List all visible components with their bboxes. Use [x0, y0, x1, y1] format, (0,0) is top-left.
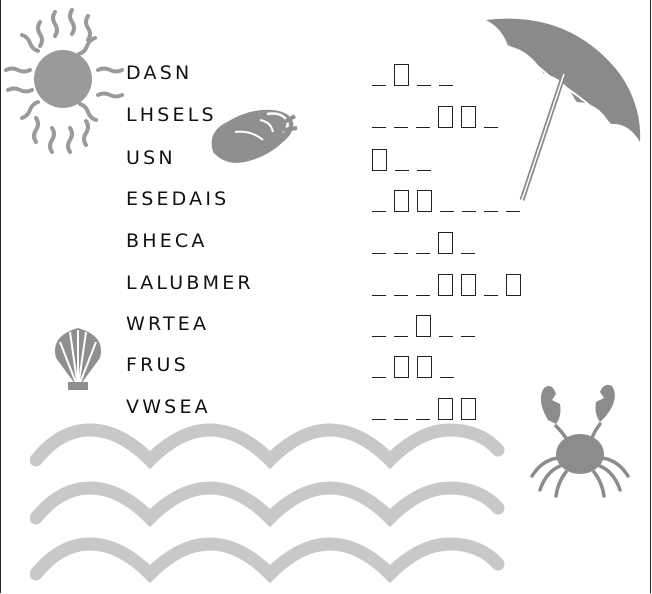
answer-slots[interactable]: [372, 311, 483, 337]
answer-slots[interactable]: [372, 394, 484, 420]
scrambled-word: WRTEA: [126, 313, 210, 335]
letter-blank[interactable]: [394, 236, 408, 254]
scrambled-word: USN: [126, 147, 176, 169]
highlighted-letter-box[interactable]: [416, 315, 431, 337]
letter-blank[interactable]: [394, 319, 408, 337]
highlighted-letter-box[interactable]: [417, 190, 432, 212]
letter-blank[interactable]: [372, 402, 386, 420]
letter-blank[interactable]: [484, 194, 498, 212]
letter-blank[interactable]: [416, 402, 430, 420]
scrambled-word: ESEDAIS: [126, 188, 230, 210]
letter-blank[interactable]: [416, 278, 430, 296]
scrambled-word: LHSELS: [126, 104, 217, 126]
scrambled-word: VWSEA: [126, 396, 211, 418]
letter-blank[interactable]: [440, 194, 454, 212]
letter-blank[interactable]: [417, 68, 431, 86]
crab-icon: [522, 380, 637, 500]
highlighted-letter-box[interactable]: [461, 274, 476, 296]
highlighted-letter-box[interactable]: [438, 232, 453, 254]
answer-slots[interactable]: [372, 186, 528, 212]
scrambled-word: BHECA: [126, 230, 208, 252]
scallop-shell-icon: [48, 322, 108, 392]
letter-blank[interactable]: [439, 68, 453, 86]
letter-blank[interactable]: [417, 153, 431, 171]
answer-slots[interactable]: [372, 145, 439, 171]
scrambled-word: LALUBMER: [126, 272, 254, 294]
highlighted-letter-box[interactable]: [394, 190, 409, 212]
letter-blank[interactable]: [372, 194, 386, 212]
answer-slots[interactable]: [372, 102, 506, 128]
highlighted-letter-box[interactable]: [394, 356, 409, 378]
letter-blank[interactable]: [440, 360, 454, 378]
scrambled-word: DASN: [126, 62, 193, 84]
letter-blank[interactable]: [394, 402, 408, 420]
seashell-icon: [205, 102, 300, 170]
highlighted-letter-box[interactable]: [461, 106, 476, 128]
letter-blank[interactable]: [394, 110, 408, 128]
letter-blank[interactable]: [372, 319, 386, 337]
letter-blank[interactable]: [372, 360, 386, 378]
highlighted-letter-box[interactable]: [438, 106, 453, 128]
highlighted-letter-box[interactable]: [461, 398, 476, 420]
answer-slots[interactable]: [372, 270, 529, 296]
highlighted-letter-box[interactable]: [506, 274, 521, 296]
highlighted-letter-box[interactable]: [438, 398, 453, 420]
highlighted-letter-box[interactable]: [372, 149, 387, 171]
letter-blank[interactable]: [372, 110, 386, 128]
letter-blank[interactable]: [484, 278, 498, 296]
waves-icon: [30, 410, 505, 590]
letter-blank[interactable]: [394, 278, 408, 296]
letter-blank[interactable]: [461, 236, 475, 254]
highlighted-letter-box[interactable]: [394, 64, 409, 86]
letter-blank[interactable]: [461, 319, 475, 337]
letter-blank[interactable]: [416, 110, 430, 128]
highlighted-letter-box[interactable]: [438, 274, 453, 296]
scrambled-word: FRUS: [126, 354, 189, 376]
answer-slots[interactable]: [372, 60, 461, 86]
answer-slots[interactable]: [372, 352, 462, 378]
letter-blank[interactable]: [484, 110, 498, 128]
sun-icon: [0, 0, 125, 165]
answer-slots[interactable]: [372, 228, 483, 254]
letter-blank[interactable]: [439, 319, 453, 337]
letter-blank[interactable]: [372, 278, 386, 296]
letter-blank[interactable]: [372, 68, 386, 86]
letter-blank[interactable]: [395, 153, 409, 171]
letter-blank[interactable]: [372, 236, 386, 254]
letter-blank[interactable]: [506, 194, 520, 212]
highlighted-letter-box[interactable]: [417, 356, 432, 378]
letter-blank[interactable]: [416, 236, 430, 254]
letter-blank[interactable]: [462, 194, 476, 212]
